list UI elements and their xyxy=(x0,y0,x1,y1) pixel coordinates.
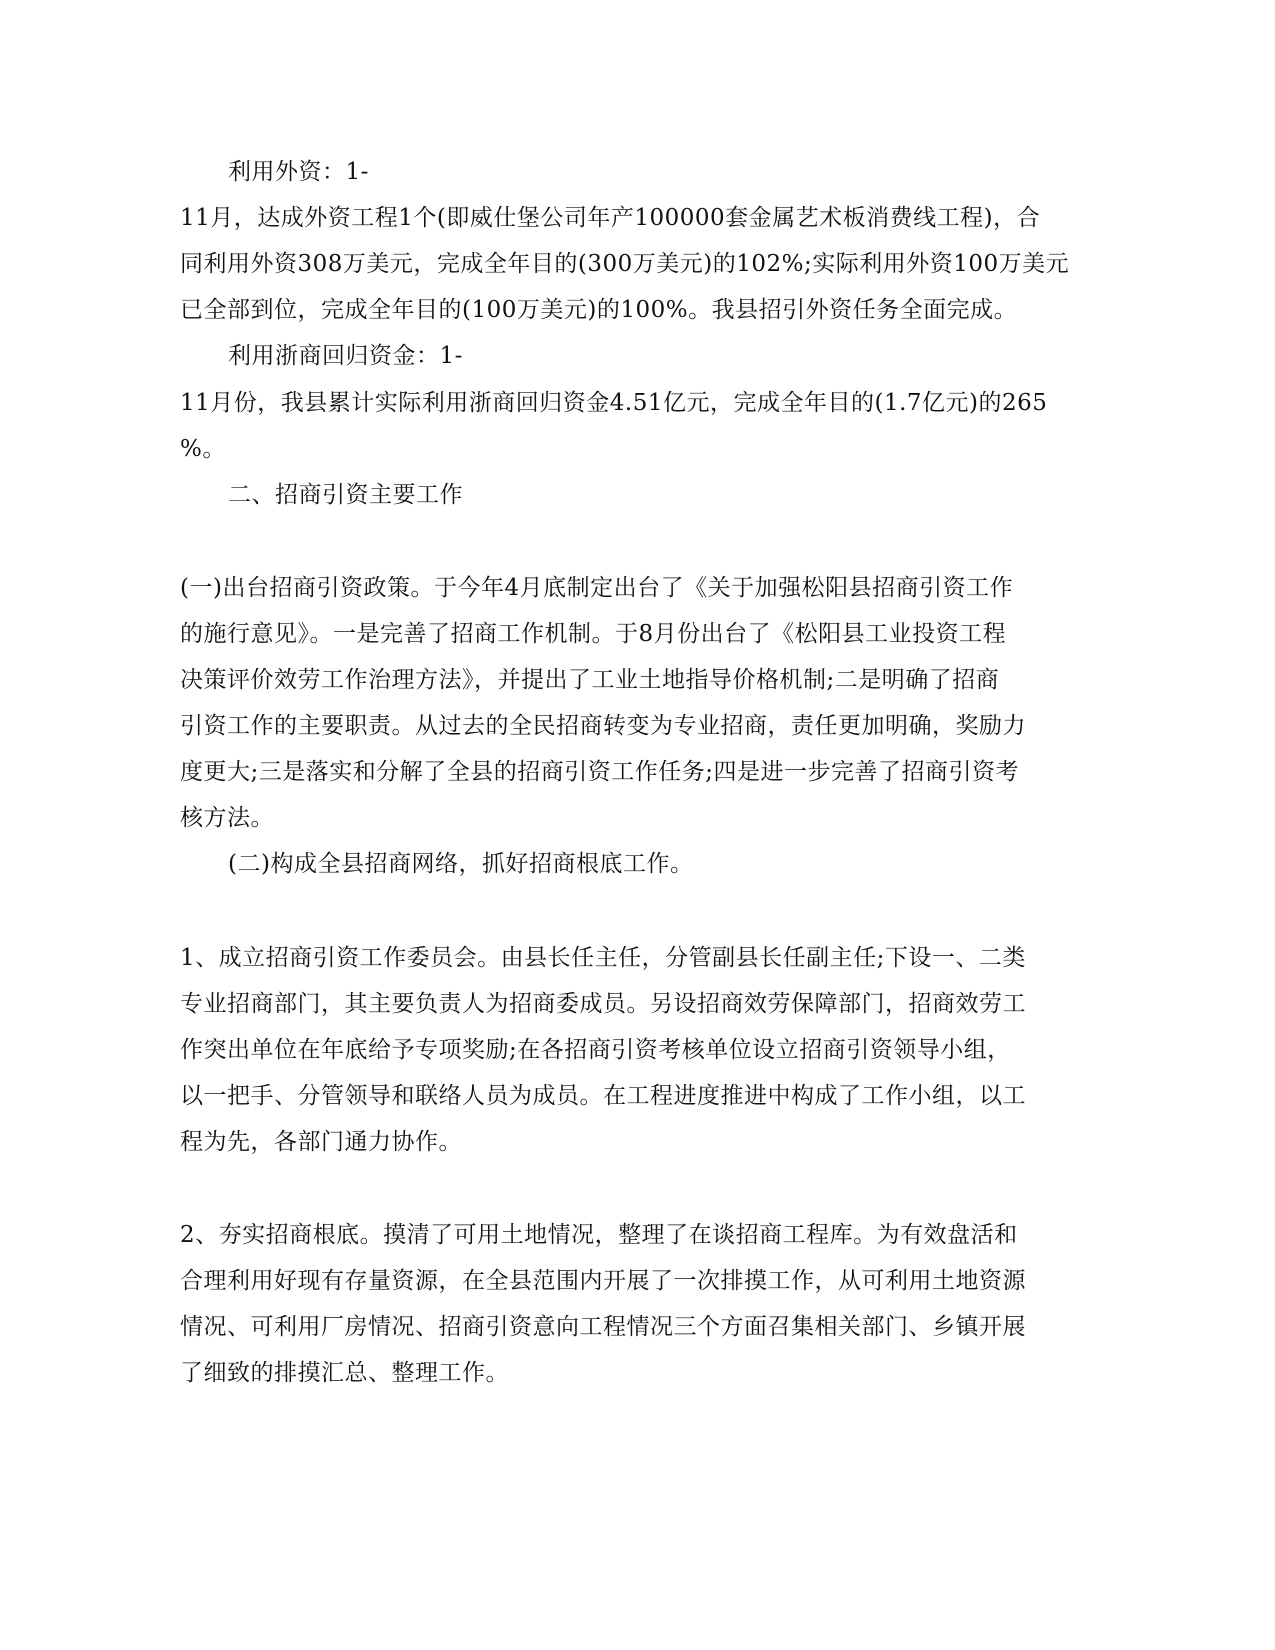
paragraph-line: 情况、可利用厂房情况、招商引资意向工程情况三个方面召集相关部门、乡镇开展 xyxy=(180,1314,1026,1340)
paragraph-line: 2、夯实招商根底。摸清了可用土地情况，整理了在谈招商工程库。为有效盘活和 xyxy=(180,1222,1018,1248)
paragraph-line: 1、成立招商引资工作委员会。由县长任主任，分管副县长任副主任;下设一、二类 xyxy=(180,945,1026,971)
paragraph-line: 了细致的排摸汇总、整理工作。 xyxy=(180,1360,509,1386)
paragraph-line: 的施行意见》。一是完善了招商工作机制。于8月份出台了《松阳县工业投资工程 xyxy=(180,621,1007,647)
paragraph-line: 合理利用好现有存量资源，在全县范围内开展了一次排摸工作，从可利用土地资源 xyxy=(180,1268,1026,1294)
paragraph-line: 作突出单位在年底给予专项奖励;在各招商引资考核单位设立招商引资领导小组， xyxy=(180,1037,1011,1063)
paragraph-line: (二)构成全县招商网络，抓好招商根底工作。 xyxy=(228,851,694,877)
section-heading: 二、招商引资主要工作 xyxy=(228,482,463,508)
paragraph-line: 11月，达成外资工程1个(即威仕堡公司年产100000套金属艺术板消费线工程)，合 xyxy=(180,205,1041,231)
paragraph-line: 11月份，我县累计实际利用浙商回归资金4.51亿元，完成全年目的(1.7亿元)的265 xyxy=(180,390,1048,416)
paragraph-line: (一)出台招商引资政策。于今年4月底制定出台了《关于加强松阳县招商引资工作 xyxy=(180,575,1014,601)
paragraph-line: 度更大;三是落实和分解了全县的招商引资工作任务;四是进一步完善了招商引资考 xyxy=(180,759,1019,785)
paragraph-line: %。 xyxy=(180,436,226,462)
paragraph-line: 引资工作的主要职责。从过去的全民招商转变为专业招商，责任更加明确，奖励力 xyxy=(180,713,1026,739)
paragraph-line: 程为先，各部门通力协作。 xyxy=(180,1129,462,1155)
paragraph-line: 利用外资：1- xyxy=(228,159,369,185)
paragraph-line: 利用浙商回归资金：1- xyxy=(228,343,463,369)
paragraph-line: 同利用外资308万美元，完成全年目的(300万美元)的102%;实际利用外资100万美元 xyxy=(180,251,1070,277)
paragraph-line: 决策评价效劳工作治理方法》，并提出了工业土地指导价格机制;二是明确了招商 xyxy=(180,667,1000,693)
paragraph-line: 核方法。 xyxy=(180,805,274,831)
paragraph-line: 以一把手、分管领导和联络人员为成员。在工程进度推进中构成了工作小组，以工 xyxy=(180,1083,1026,1109)
paragraph-line: 专业招商部门，其主要负责人为招商委成员。另设招商效劳保障部门，招商效劳工 xyxy=(180,991,1026,1017)
paragraph-line: 已全部到位，完成全年目的(100万美元)的100%。我县招引外资任务全面完成。 xyxy=(180,297,1018,323)
